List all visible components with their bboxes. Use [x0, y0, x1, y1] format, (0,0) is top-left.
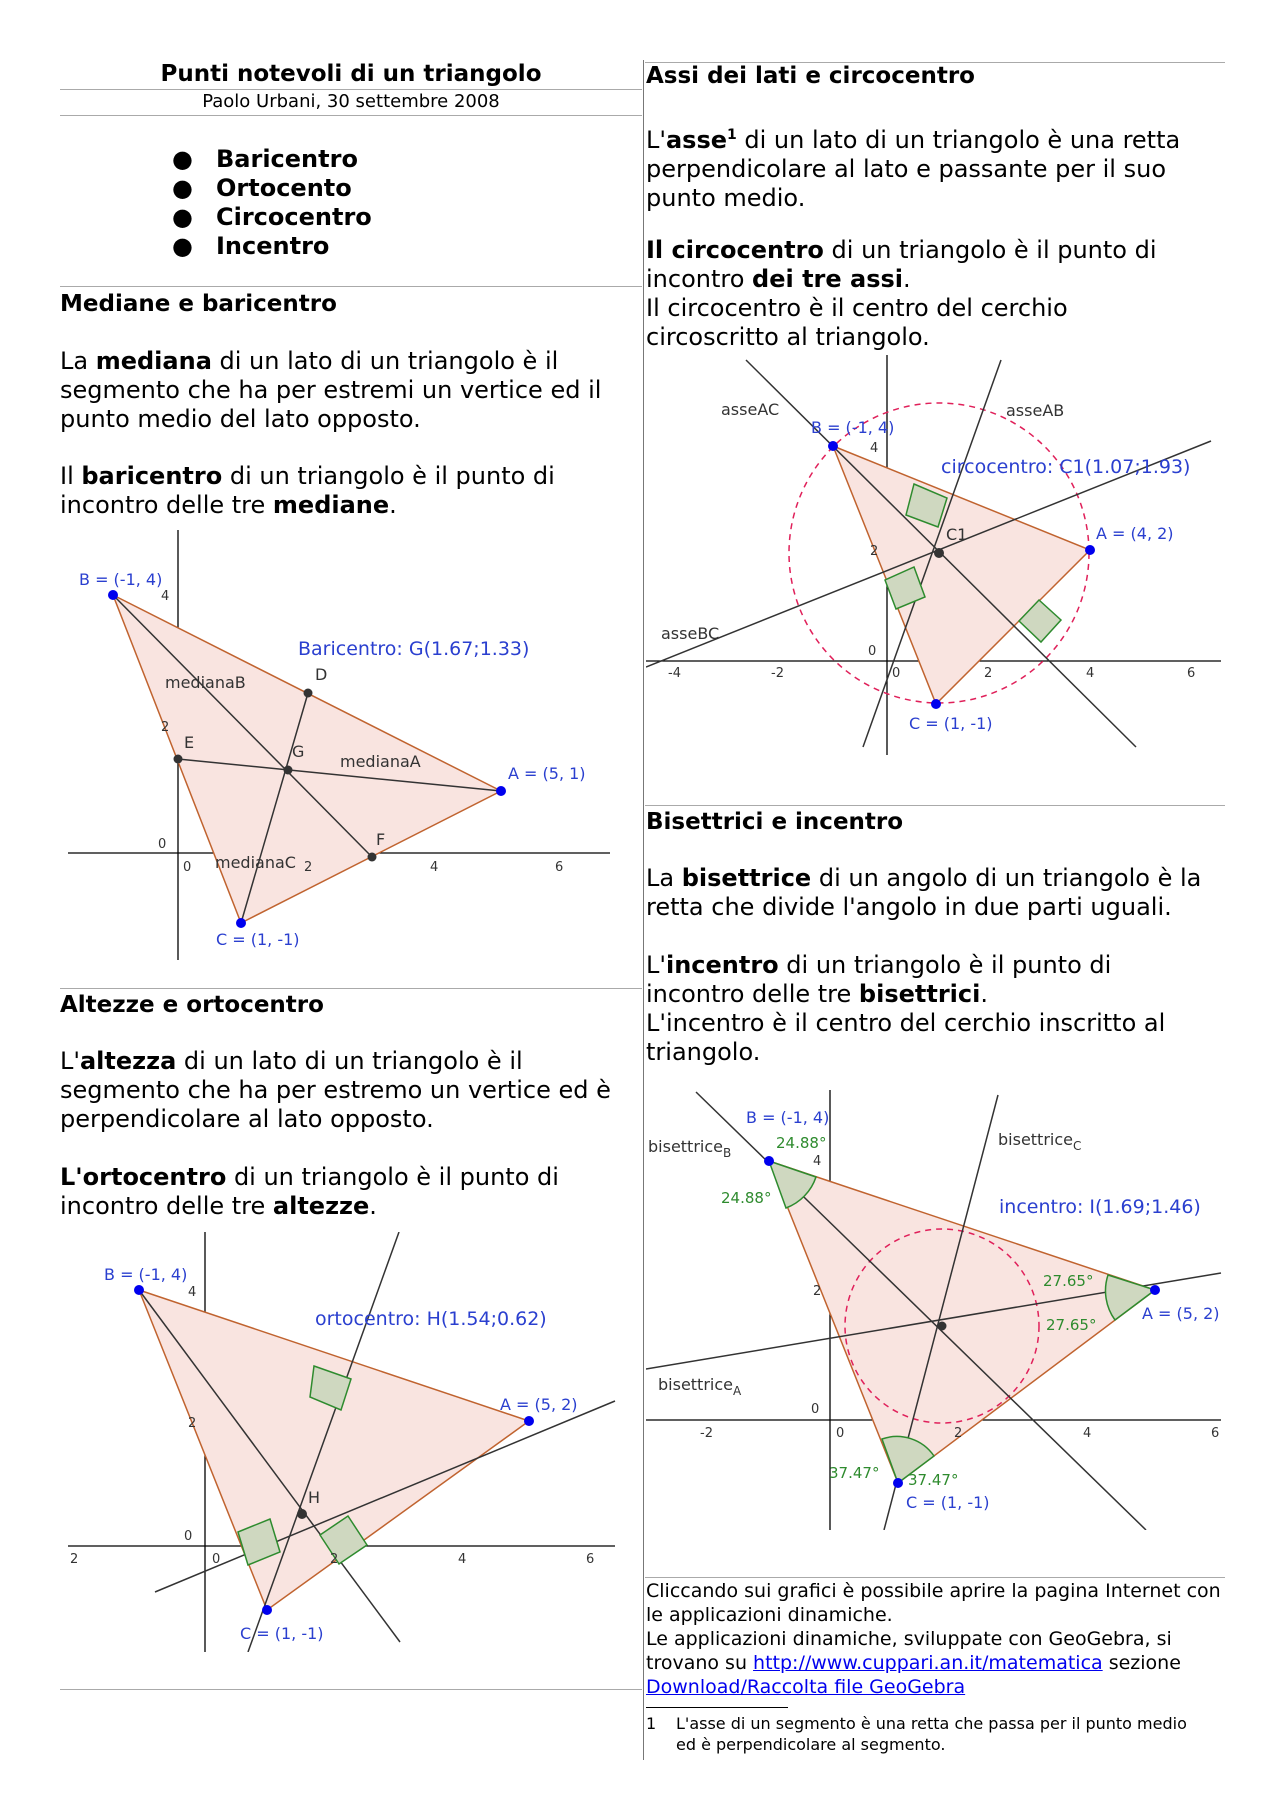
point-a — [1150, 1285, 1160, 1295]
label-a: A = (4, 2) — [1096, 524, 1174, 543]
label-bisettrice-a: bisettrice$_A$ — [658, 1375, 742, 1398]
tick-label: 4 — [1083, 1426, 1092, 1441]
label-incentro: incentro: I(1.69;1.46) — [999, 1196, 1201, 1218]
tick-label: 4 — [1086, 666, 1095, 681]
tick-label: 4 — [813, 1154, 822, 1169]
label-b: B = (-1, 4) — [104, 1265, 188, 1284]
tick-label: 2 — [984, 666, 993, 681]
label-a: A = (5, 1) — [508, 764, 586, 783]
point-c1 — [934, 548, 944, 558]
label-b: B = (-1, 4) — [811, 418, 895, 437]
label-g: G — [292, 742, 305, 761]
tick-label: -2 — [700, 1426, 713, 1441]
point-c — [931, 699, 941, 709]
figure-circocentro[interactable] — [646, 355, 1226, 755]
point-f — [368, 853, 377, 862]
tick-label: -2 — [771, 666, 784, 681]
label-angle-a2: 27.65° — [1046, 1316, 1097, 1334]
toc-item: ● Baricentro — [172, 145, 358, 173]
point-b — [134, 1285, 144, 1295]
label-f: F — [376, 830, 386, 849]
tick-label: 2 — [813, 1284, 822, 1299]
note-rule — [645, 1577, 1225, 1578]
footnote-rule — [646, 1707, 788, 1708]
toc-item: ● Incentro — [172, 232, 330, 260]
label-c1: C1 — [946, 525, 968, 544]
label-b: B = (-1, 4) — [79, 570, 163, 589]
point-b — [108, 590, 118, 600]
label-ortocentro: ortocentro: H(1.54;0.62) — [315, 1308, 547, 1330]
section-rule — [645, 805, 1225, 806]
figure-ortocentro[interactable] — [60, 1232, 620, 1652]
label-bisettrice-c: bisettrice$_C$ — [998, 1130, 1082, 1153]
point-a — [524, 1416, 534, 1426]
footnote: 1 L'asse di un segmento è una retta che passa per il punto medio ed è perpendicolare al segmento. — [646, 1714, 1187, 1754]
tick-label: 2 — [304, 860, 313, 875]
tick-label: 6 — [1187, 666, 1196, 681]
paragraph-mediana: La mediana di un lato di un triangolo è il segmento che ha per estremi un vertice ed il punto medio del lato opposto. — [60, 347, 602, 433]
label-angle-b2: 24.88° — [721, 1189, 772, 1207]
tick-label: 0 — [836, 1426, 845, 1441]
title-rule-bottom — [60, 115, 642, 116]
label-asse-ac: asseAC — [721, 400, 780, 419]
label-mediana-a: medianaA — [340, 752, 421, 771]
link-cuppari[interactable]: http://www.cuppari.an.it/matematica — [753, 1652, 1103, 1674]
paragraph-baricentro: Il baricentro di un triangolo è il punto di incontro delle tre mediane. — [60, 462, 555, 519]
label-c: C = (1, -1) — [909, 714, 993, 733]
tick-label: 2 — [870, 544, 879, 559]
toc-item: ● Ortocento — [172, 174, 352, 202]
label-bisettrice-b: bisettrice$_B$ — [648, 1137, 732, 1160]
tick-label: 6 — [555, 860, 564, 875]
label-angle-b1: 24.88° — [776, 1134, 827, 1152]
tick-label: 6 — [1211, 1426, 1220, 1441]
tick-label: 4 — [458, 1552, 467, 1567]
tick-label: 0 — [892, 666, 901, 681]
tick-label: 0 — [868, 644, 877, 659]
figure-baricentro[interactable] — [60, 530, 620, 960]
tick-label: 0 — [811, 1402, 820, 1417]
label-c: C = (1, -1) — [216, 930, 300, 949]
label-b: B = (-1, 4) — [746, 1108, 830, 1127]
figure-incentro[interactable] — [646, 1090, 1226, 1530]
label-angle-a1: 27.65° — [1043, 1272, 1094, 1290]
label-baricentro: Baricentro: G(1.67;1.33) — [298, 638, 530, 660]
author-line: Paolo Urbani, 30 settembre 2008 — [202, 91, 500, 112]
label-asse-ab: asseAB — [1006, 401, 1065, 420]
tick-label: 0 — [212, 1552, 221, 1567]
toc-item: ● Circocentro — [172, 203, 372, 231]
link-download[interactable]: Download/Raccolta file GeoGebra — [646, 1676, 966, 1698]
point-b — [764, 1156, 774, 1166]
section-rule — [60, 1689, 642, 1690]
section-rule — [60, 988, 642, 989]
label-a: A = (5, 2) — [500, 1395, 578, 1414]
label-mediana-c: medianaC — [215, 853, 296, 872]
tick-label: 4 — [188, 1285, 197, 1300]
tick-label: 2 — [330, 1552, 339, 1567]
point-g — [284, 766, 293, 775]
point-c — [262, 1605, 272, 1615]
column-divider — [643, 60, 644, 1760]
label-asse-bc: asseBC — [661, 624, 720, 643]
tick-label: 0 — [158, 837, 167, 852]
point-b — [828, 441, 838, 451]
section-heading-assi: Assi dei lati e circocentro — [646, 63, 975, 89]
point-a — [496, 786, 506, 796]
label-c: C = (1, -1) — [906, 1493, 990, 1512]
section-heading-mediane: Mediane e baricentro — [60, 291, 337, 317]
tick-label: 4 — [161, 589, 170, 604]
point-a — [1085, 545, 1095, 555]
label-d: D — [315, 665, 328, 684]
page-title: Punti notevoli di un triangolo — [160, 61, 542, 87]
label-circocentro: circocentro: C1(1.07;1.93) — [941, 456, 1191, 478]
tick-label: 4 — [870, 441, 879, 456]
paragraph-altezza: L'altezza di un lato di un triangolo è il segmento che ha per estremo un vertice ed è perpendicolare al lato opposto. — [60, 1047, 611, 1133]
title-rule-top — [60, 89, 642, 90]
paragraph-bisettrice: La bisettrice di un angolo di un triangolo è la retta che divide l'angolo in due parti uguali. — [646, 864, 1202, 921]
tick-label: 2 — [954, 1426, 963, 1441]
section-heading-altezze: Altezze e ortocentro — [60, 992, 324, 1018]
section-heading-bisettrici: Bisettrici e incentro — [646, 809, 904, 835]
tick-label: 4 — [430, 860, 439, 875]
point-c — [236, 918, 246, 928]
label-h: H — [308, 1488, 321, 1507]
label-c: C = (1, -1) — [240, 1624, 324, 1643]
tick-label: 0 — [184, 1529, 193, 1544]
point-d — [304, 689, 313, 698]
section-rule — [60, 286, 642, 287]
tick-label: 2 — [188, 1416, 197, 1431]
point-h — [297, 1509, 307, 1519]
tick-label: -4 — [668, 666, 681, 681]
paragraph-asse: L'asse$^1$ di un lato di un triangolo è una retta perpendicolare al lato e passante per il suo punto medio. — [646, 126, 1181, 212]
label-mediana-b: medianaB — [165, 673, 246, 692]
label-e: E — [184, 733, 195, 752]
paragraph-circocentro: Il circocentro di un triangolo è il punto di incontro dei tre assi. Il circocentro è il centro del cerchio circoscritto al triangolo. — [646, 236, 1157, 351]
note-paragraph: Cliccando sui grafici è possibile aprire la pagina Internet con le applicazioni dinamiche. Le applicazioni dinamiche, sviluppate con GeoGebra, si trovano su http://www.cuppari.an.it/matematica sezione Download/Raccolta file GeoGebra — [646, 1580, 1221, 1698]
label-a: A = (5, 2) — [1142, 1304, 1220, 1323]
tick-label: 6 — [586, 1552, 595, 1567]
label-angle-c2: 37.47° — [908, 1471, 959, 1489]
tick-label: 2 — [161, 720, 170, 735]
point-i — [938, 1322, 947, 1331]
label-angle-c1: 37.47° — [829, 1464, 880, 1482]
toc-list — [172, 145, 372, 261]
tick-label: 0 — [183, 860, 192, 875]
point-c — [893, 1478, 903, 1488]
paragraph-incentro: L'incentro di un triangolo è il punto di incontro delle tre bisettrici. L'incentro è il centro del cerchio inscritto al triangolo. — [646, 951, 1166, 1066]
tick-label: 2 — [70, 1552, 79, 1567]
paragraph-ortocentro: L'ortocentro di un triangolo è il punto di incontro delle tre altezze. — [60, 1163, 559, 1220]
point-e — [174, 755, 183, 764]
